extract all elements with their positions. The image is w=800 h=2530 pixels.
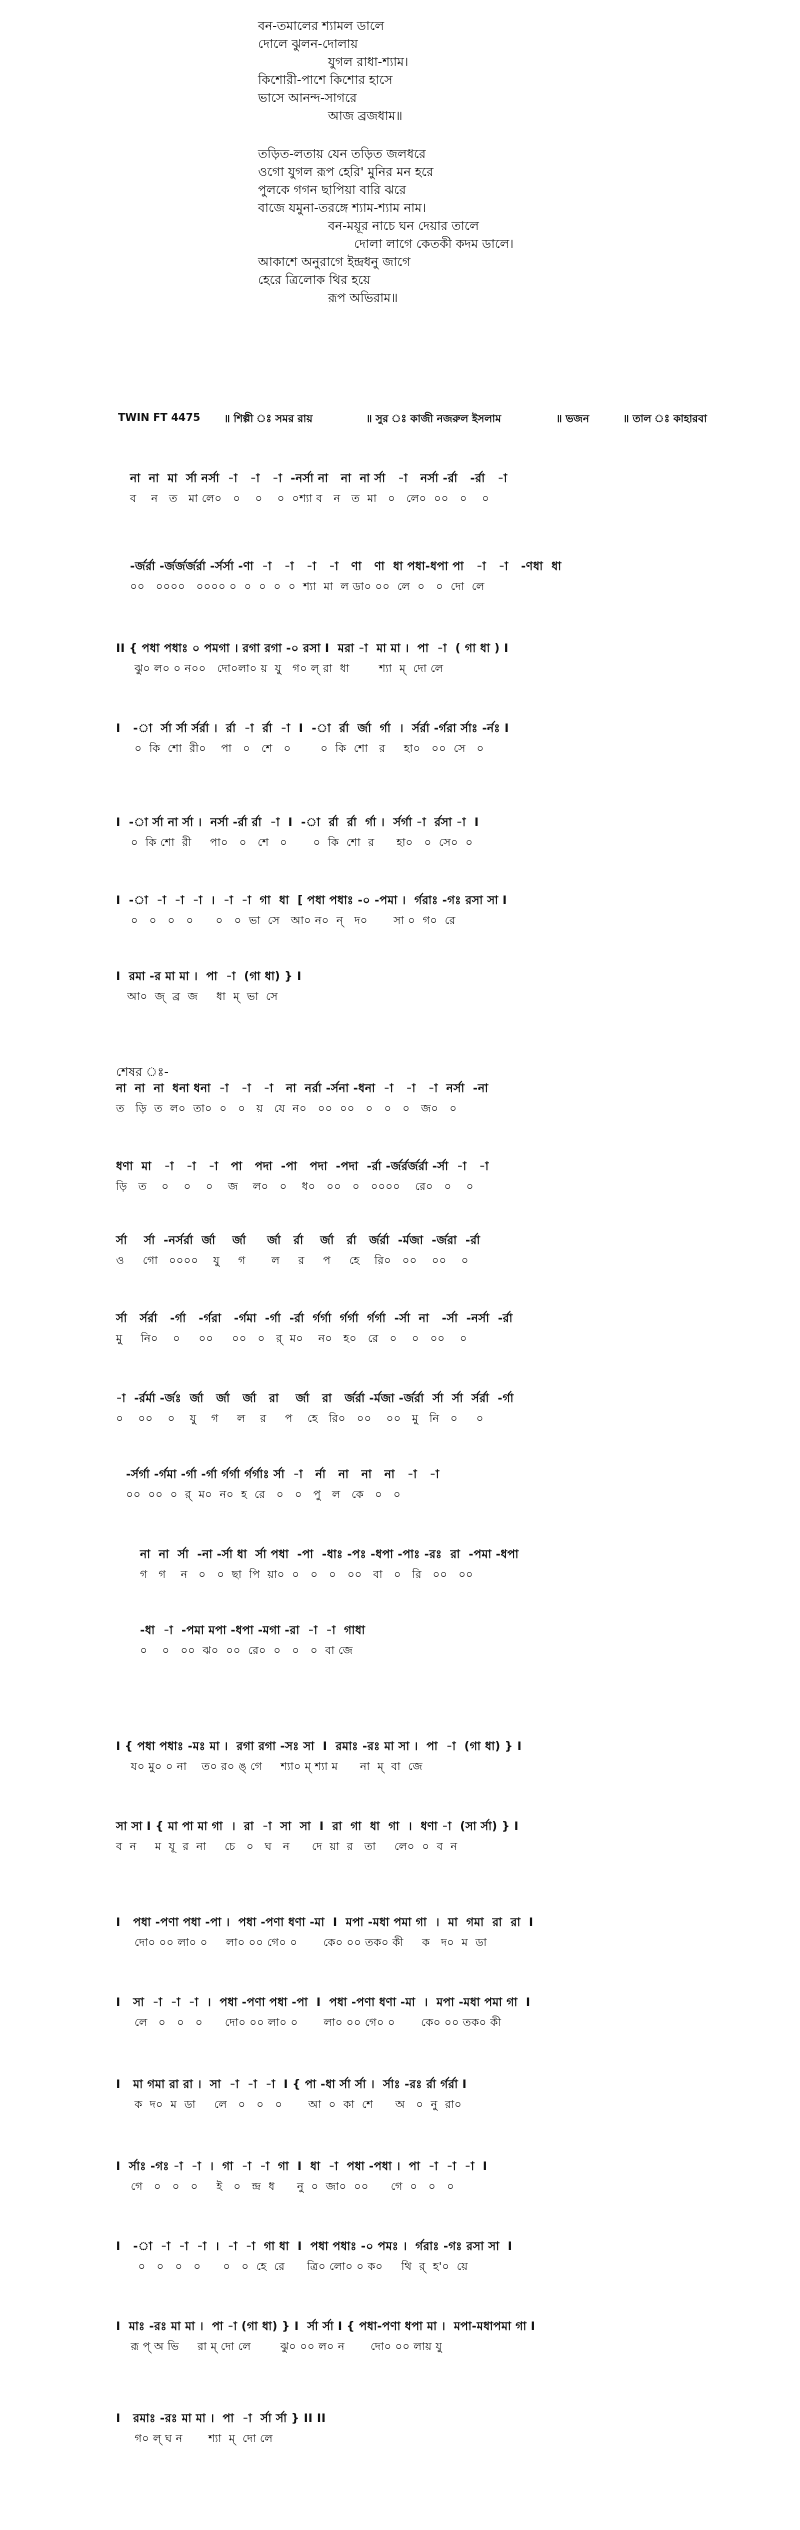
lyric-syllable-line: ০ কি শো রী পা০ ০ শে ০ ০ কি শো র হা০ ০ সে০ ০ — [116, 836, 473, 849]
poem-line: পুলকে গগন ছাপিয়া বারি ঝরে — [258, 182, 406, 197]
poem-line: কিশোরী-পাশে কিশোর হাসে — [258, 72, 393, 87]
lyric-syllable-line: ০ ০০ ০ যু গ ল র প হে রি০ ০০ ০০ মু নি ০ ০ — [116, 1412, 484, 1425]
swara-line: -র্সর্গা -র্গমা -র্গা -র্গা র্গর্গা র্গর্গাঃ র্সা -া র্না না না না -া -া — [126, 1467, 440, 1481]
poem-line: রূপ অভিরাম॥ — [328, 290, 398, 305]
swara-line: র্সা র্সা -নর্সর্রা র্জা র্জা র্জা র্রা র্জা র্রা র্জর্রা -র্মজা -র্জরা -র্রা — [116, 1233, 481, 1247]
swara-line: I মাঃ -রঃ মা মা । পা -া (গা ধা) } I র্সা র্সা I { পধা-পণা ধপা মা । মপা-মধাপমা গা I — [116, 2319, 536, 2333]
poem-line: হেরে ত্রিলোক থির হয়ে — [258, 272, 371, 287]
record-number: TWIN FT 4475 — [118, 412, 201, 424]
poem-line: বাজে যমুনা-তরঙ্গে শ্যাম-শ্যাম নাম। — [258, 200, 427, 215]
poem-line: ওগো যুগল রূপ হেরি' মুনির মন হরে — [258, 164, 434, 179]
swara-line: না না না ধনা ধনা -া -া -া না নর্রা -র্সনা -ধনা -া -া -া নর্সা -না — [116, 1081, 489, 1095]
lyric-syllable-line: দো০ ০০ লা০ ০ লা০ ০০ গে০ ০ কে০ ০০ তক০ কী ক দ০ ম ডা — [116, 1936, 487, 1949]
poem-line: দোলে ঝুলন-দোলায় — [258, 36, 358, 51]
lyric-syllable-line: ০ ০ ০০ ঝ০ ০০ রে০ ০ ০ ০ বা জে — [140, 1644, 353, 1657]
swara-line: I র্সাঃ -গঃ -া -া । গা -া -া গা I ধা -া পধা -পধা । পা -া -া -া I — [116, 2159, 488, 2173]
composer-credit: ॥ সুর ঃ কাজী নজরুল ইসলাম — [366, 413, 502, 425]
swara-line: I -া র্সা না র্সা । নর্সা -র্রা র্রা -া I -া র্রা র্রা র্গা । র্সর্গা -া র্রসা -া I — [116, 815, 479, 829]
poem-line: আকাশে অনুরাগে ইন্দ্রধনু জাগে — [258, 254, 411, 269]
lyric-syllable-line: রূ প্ অ ভি রা ম্ দো লে ঝু০ ০০ ল০ ন দো০ ০০ লায় যু — [116, 2340, 443, 2353]
sheyar-section-label: শেষর ঃ- — [116, 1064, 169, 1079]
lyric-syllable-line: গ গ ন ০ ০ ছা পি য়া০ ০ ০ ০ ০০ বা ০ রি ০০ ০০ — [140, 1568, 474, 1581]
lyric-syllable-line: ০ ০ ০ ০ ০ ০ ভা সে আ০ ন০ ন্ দ০ সা ০ গ০ রে — [116, 914, 456, 927]
singer-credit: ॥ শিল্পী ঃ সমর রায় — [224, 413, 313, 425]
lyric-syllable-line: গ০ ল্ ঘ ন শ্যা ম্ দো লে — [116, 2432, 273, 2445]
swara-line: সা সা I { মা পা মা গা । রা -া সা সা I রা গা ধা গা । ধণা -া (সা র্সা) } I — [116, 1819, 519, 1833]
swara-line: I { পধা পধাঃ -মঃ মা । রগা রগা -সঃ সা I রমাঃ -রঃ মা সা । পা -া (গা ধা) } I — [116, 1739, 522, 1753]
tala-label: ॥ তাল ঃ কাহারবা — [623, 413, 707, 425]
song-info-line — [118, 412, 758, 428]
poem-line: ভাসে আনন্দ-সাগরে — [258, 90, 357, 105]
lyric-syllable-line: ০ কি শো রী০ পা ০ শে ০ ০ কি শো র হা০ ০০ সে ০ — [116, 742, 484, 755]
swara-line: I -া -া -া -া । -া -া গা ধা [ পধা পধাঃ -০ -পমা । র্গরাঃ -গঃ রসা সা I — [116, 893, 508, 907]
swara-line: I সা -া -া -া । পধা -পণা পধা -পা I পধা -পণা ধণা -মা । মপা -মধা পমা গা I — [116, 1995, 531, 2009]
swara-line: I পধা -পণা পধা -পা । পধা -পণা ধণা -মা I মপা -মধা পমা গা । মা গমা রা রা I — [116, 1915, 534, 1929]
poem-line: আজ ব্রজধাম॥ — [328, 108, 403, 123]
lyric-syllable-line: ড়ি ত ০ ০ ০ জ ল০ ০ ধ০ ০০ ০ ০০০০ রে০ ০ ০ — [116, 1180, 474, 1193]
lyric-syllable-line: ত ড়ি ত ল০ তা০ ০ ০ য় যে ন০ ০০ ০০ ০ ০ ০ জ০ ০ — [116, 1102, 457, 1115]
lyric-syllable-line: আ০ জ্ ব্র জ ধা ম্ ভা সে — [116, 990, 278, 1003]
swara-line: I -া -া -া -া । -া -া গা ধা I পধা পধাঃ -০ পমঃ । র্গরাঃ -গঃ রসা সা I — [116, 2239, 513, 2253]
swara-line: না না মা র্সা নর্সা -া -া -া -নর্সা না না না র্সা -া নর্সা -র্রা -র্রা -া — [130, 471, 508, 485]
swara-line: ধণা মা -া -া -া পা পদা -পা পদা -পদা -র্রা -র্জর্রর্জর্রা -র্সা -া -া — [116, 1159, 489, 1173]
poem-line: যুগল রাধা-শ্যাম। — [328, 54, 409, 69]
swara-line: II { পধা পধাঃ ০ পমগা । রগা রগা -০ রসা I মরা -া মা মা । পা -া ( গা ধা ) I — [116, 641, 509, 655]
swara-line: I -া র্সা র্সা র্সর্রা । র্রা -া র্রা -া I -া র্রা র্জা র্গা । র্সর্রা -র্গরা র্সাঃ -র্নঃ I — [116, 721, 509, 735]
swara-line: -র্জর্রা -র্জর্জর্জর্রা -র্সর্সা -ণা -া -া -া -া ণা ণা ধা পধা-ধপা পা -া -া -ণধা ধা — [130, 559, 562, 573]
lyric-syllable-line: ঝু০ ল০ ০ ন০০ দো০লা০ য় যু গ০ ল্ রা ধা শ্যা ম্ দো লে — [116, 662, 444, 675]
genre-label: ॥ ভজন — [556, 413, 590, 425]
lyric-syllable-line: ০০ ০০ ০ র্ ম০ ন০ হ রে ০ ০ পু ল কে ০ ০ — [126, 1488, 401, 1501]
lyric-syllable-line: ব ন ম যূ র না চে ০ ঘ ন দে য়া র তা লে০ ০ ব ন — [116, 1840, 458, 1853]
lyric-syllable-line: ০ ০ ০ ০ ০ ০ হে রে ত্রি০ লো০ ০ ক০ থি র্ হ'০ য়ে — [116, 2260, 468, 2273]
swara-line: -ধা -া -পমা মপা -ধপা -মগা -রা -া -া গাধা — [140, 1623, 366, 1637]
poem-line: দোলা লাগে কেতকী কদম ডালে। — [354, 236, 514, 251]
swara-line: I মা গমা রা রা । সা -া -া -া I { পা -ধা র্সা র্সা । র্সাঃ -রঃ র্রা র্গর্রা I — [116, 2077, 467, 2091]
swara-line: I রমা -র মা মা । পা -া (গা ধা) } I — [116, 969, 302, 983]
lyric-syllable-line: গে ০ ০ ০ ই ০ ন্দ্র ধ নু ০ জা০ ০০ গে ০ ০ ০ — [116, 2180, 455, 2193]
lyric-syllable-line: লে ০ ০ ০ দো০ ০০ লা০ ০ লা০ ০০ গে০ ০ কে০ ০০ তক০ কী — [116, 2016, 502, 2029]
poem-line: তড়িত-লতায় যেন তড়িত জলধরে — [258, 146, 426, 161]
lyric-syllable-line: য০ মু০ ০ না ত০ র০ ঙ্ গে শ্যা০ ম্ শ্যা ম না ম্ বা জে — [116, 1760, 423, 1773]
poem-line: বন-ময়ূর নাচে ঘন দেয়ার তালে — [328, 218, 479, 233]
lyric-syllable-line: ক দ০ ম ডা লে ০ ০ ০ আ ০ কা শে অ ০ নু রা০ — [116, 2098, 462, 2111]
poem-line: বন-তমালের শ্যামল ডালে — [258, 18, 385, 33]
lyric-syllable-line: ব ন ত মা লে০ ০ ০ ০ ০শ্যা ব ন ত মা ০ লে০ ০০ ০ ০ — [130, 492, 490, 505]
swara-line: I রমাঃ -রঃ মা মা । পা -া র্সা র্সা } II II — [116, 2411, 326, 2425]
swara-line: না না র্সা -না -র্সা ধা র্সা পধা -পা -ধাঃ -পঃ -ধপা -পাঃ -রঃ রা -পমা -ধপা — [140, 1547, 519, 1561]
lyric-syllable-line: ০০ ০০০০ ০০০০ ০ ০ ০ ০ ০ শ্যা মা ল ডা০ ০০ লে ০ ০ দো লে — [130, 580, 485, 593]
lyric-syllable-line: ও গো ০০০০ যু গ ল র প হে রি০ ০০ ০০ ০ — [116, 1254, 469, 1267]
swara-line: র্সা র্সর্রা -র্গা -র্গরা -র্গমা -র্গা -র্রা র্গর্গা র্গর্গা র্গর্গা -র্সা না -র্সা -নর্সা -র্রা — [116, 1311, 513, 1325]
swara-line: -া -র্রর্মা -র্জঃ র্জা র্জা র্জা রা র্জা রা র্জর্রা -র্মজা -র্জর্রা র্সা র্সা র্সর্রা -র্গা — [116, 1391, 514, 1405]
lyric-syllable-line: মু নি০ ০ ০০ ০০ ০ র্ ম০ ন০ হ০ রে ০ ০ ০০ ০ — [116, 1332, 468, 1345]
